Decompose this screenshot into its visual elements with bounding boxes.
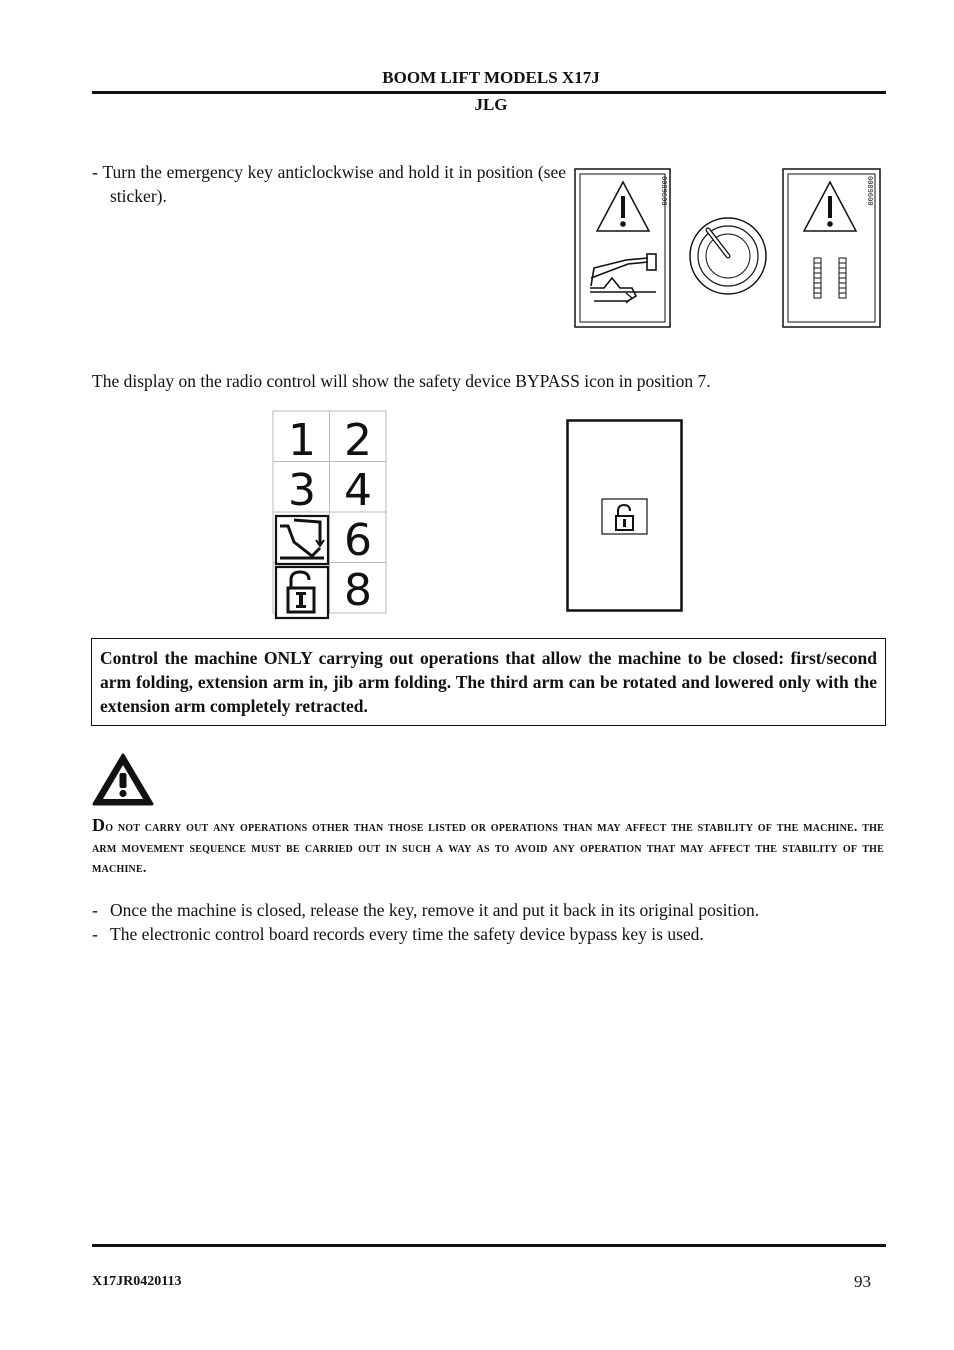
caution-text — [92, 815, 884, 880]
step-key-instruction — [92, 160, 566, 208]
grid-position-3: 3 — [288, 465, 316, 516]
grid-position-2: 2 — [344, 415, 372, 466]
list-item: - The electronic control board records every time the safety device bypass key is used. — [92, 922, 884, 946]
grid-position-4: 4 — [344, 465, 372, 516]
grid-position-8: 8 — [344, 565, 372, 616]
list-item: - Once the machine is closed, release the key, remove it and put it back in its original position. — [92, 898, 884, 922]
display-description: The display on the radio control will show the safety device BYPASS icon in position 7. — [92, 371, 711, 391]
grid-position-6: 6 — [344, 515, 372, 566]
right-sticker — [783, 169, 880, 327]
list-item-text: The electronic control board records every time the safety device bypass key is used. — [110, 924, 704, 944]
bypass-icon — [602, 499, 647, 534]
page-number: 93 — [854, 1272, 871, 1291]
grid-position-1: 1 — [288, 415, 316, 466]
footer-divider — [92, 1244, 886, 1247]
caution-body: o not carry out any operations other than those listed or operations than may affect the stability of the machine. the arm movement sequence must be carried out in such a way as to avoid any operation that may affect the stability of the machine. — [92, 820, 884, 876]
left-sticker — [575, 169, 670, 327]
header-divider — [92, 91, 886, 94]
step-text: Turn the emergency key anticlockwise and hold it in position (see sticker). — [102, 162, 566, 206]
display-position-grid — [272, 410, 390, 622]
warning-triangle-icon — [91, 752, 155, 808]
step-dash: - — [92, 162, 98, 182]
boom-arm-icon — [276, 516, 328, 564]
caution-initial: D — [92, 815, 106, 835]
right-sticker-code: 0089600 — [866, 176, 874, 206]
document-code: X17JR0420113 — [92, 1274, 182, 1289]
sticker-figure — [574, 168, 882, 330]
padlock-open-icon — [276, 567, 328, 618]
radio-display-screen — [566, 419, 686, 615]
key-switch-icon — [690, 218, 766, 294]
document-title: BOOM LIFT MODELS X17J — [382, 68, 600, 87]
boxed-note: Control the machine ONLY carrying out operations that allow the machine to be closed: first/second arm folding, extension arm in, jib arm folding. The third arm can be rotated and lowered only with the extension arm completely retracted. — [91, 638, 886, 726]
list-item-text: Once the machine is closed, release the key, remove it and put it back in its original position. — [110, 900, 760, 920]
document-subtitle: JLG — [474, 95, 508, 114]
final-steps-list — [92, 898, 884, 946]
left-sticker-code: 0089600 — [660, 176, 668, 206]
